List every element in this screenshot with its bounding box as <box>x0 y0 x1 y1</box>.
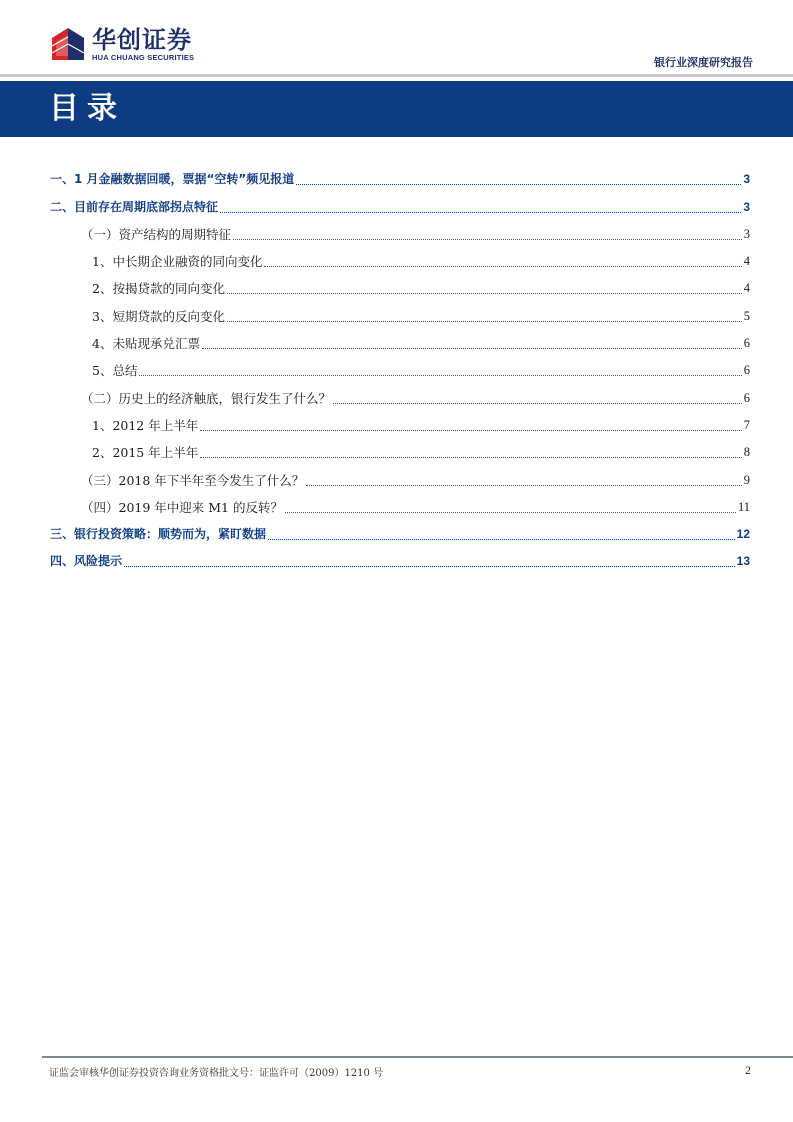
toc-entry-page[interactable]: 5 <box>743 308 750 323</box>
toc-entry[interactable] <box>50 193 750 220</box>
toc-entry[interactable] <box>50 548 750 575</box>
toc-dot-leader <box>200 429 742 431</box>
huachuang-logo-icon <box>50 26 86 62</box>
toc-entry-label[interactable]: 1、中长期企业融资的同向变化 <box>92 254 263 270</box>
toc-entry-page[interactable]: 7 <box>743 417 750 432</box>
toc-entry-label[interactable]: （三）2018 年下半年至今发生了什么？ <box>81 472 305 488</box>
toc-dot-leader <box>200 456 742 458</box>
toc-entry-page[interactable]: 3 <box>743 199 750 214</box>
toc-entry[interactable] <box>50 494 750 521</box>
toc-entry-page[interactable]: 11 <box>737 499 750 514</box>
toc-entry-page[interactable]: 6 <box>743 336 750 351</box>
toc-entry-page[interactable]: 6 <box>743 363 750 378</box>
toc-entry-label[interactable]: （一）资产结构的周期特征 <box>81 226 232 242</box>
toc-entry-page[interactable]: 4 <box>743 254 750 269</box>
toc-dot-leader <box>220 211 741 213</box>
header-divider <box>0 74 793 77</box>
toc-entry-label[interactable]: 3、短期贷款的反向变化 <box>92 308 225 324</box>
toc-entry-page[interactable]: 12 <box>736 527 750 542</box>
toc-dot-leader <box>227 292 742 294</box>
toc-entry[interactable] <box>50 302 750 329</box>
toc-dot-leader <box>233 238 742 240</box>
toc-dot-leader <box>264 265 741 267</box>
toc-entry-page[interactable]: 9 <box>743 472 750 487</box>
title-band <box>0 81 793 137</box>
toc-entry-label[interactable]: 2、2015 年上半年 <box>92 445 199 461</box>
toc-entry[interactable] <box>50 275 750 302</box>
toc-entry-page[interactable]: 8 <box>743 445 750 460</box>
toc-entry[interactable] <box>50 412 750 439</box>
toc-entry-label[interactable]: 4、未贴现承兑汇票 <box>92 336 200 352</box>
toc-entry-label[interactable]: 二、目前存在周期底部拐点特征 <box>50 199 219 214</box>
footer-license-text: 证监会审核华创证券投资咨询业务资格批文号：证监许可（2009）1210 号 <box>49 1068 384 1079</box>
toc-entry[interactable] <box>50 521 750 548</box>
report-type-label: 银行业深度研究报告 <box>654 56 753 69</box>
toc-dot-leader <box>139 374 741 376</box>
footer-divider <box>42 1056 793 1058</box>
toc-entry-label[interactable]: 5、总结 <box>92 363 138 379</box>
toc-dot-leader <box>285 511 736 513</box>
toc-dot-leader <box>227 320 742 322</box>
page-number: 2 <box>745 1063 751 1077</box>
toc-entry-page[interactable]: 3 <box>743 172 750 187</box>
toc-entry[interactable] <box>50 330 750 357</box>
toc-dot-leader <box>333 402 742 404</box>
toc-entry-label[interactable]: 2、按揭贷款的同向变化 <box>92 281 225 297</box>
toc-entry-label[interactable]: 三、银行投资策略：顺势而为，紧盯数据 <box>50 527 267 542</box>
logo-chinese-name: 华创证券 <box>92 25 192 54</box>
toc-entry-page[interactable]: 4 <box>743 281 750 296</box>
toc-dot-leader <box>306 484 741 486</box>
toc-entry[interactable] <box>50 221 750 248</box>
toc-entry[interactable] <box>50 357 750 384</box>
toc-entry[interactable] <box>50 466 750 493</box>
page-title: 目录 <box>49 91 125 126</box>
table-of-contents <box>50 166 750 575</box>
toc-entry-label[interactable]: 一、1 月金融数据回暖，票据“空转”频见报道 <box>50 172 295 187</box>
toc-dot-leader <box>268 538 735 540</box>
toc-entry-label[interactable]: 1、2012 年上半年 <box>92 417 199 433</box>
toc-entry[interactable] <box>50 439 750 466</box>
toc-entry[interactable] <box>50 166 750 193</box>
toc-entry-label[interactable]: （四）2019 年中迎来 M1 的反转？ <box>81 499 283 515</box>
toc-dot-leader <box>124 565 735 567</box>
toc-entry-label[interactable]: 四、风险提示 <box>50 554 123 569</box>
company-logo <box>50 26 194 62</box>
page-header <box>0 0 793 76</box>
toc-dot-leader <box>202 347 742 349</box>
toc-entry[interactable] <box>50 384 750 411</box>
toc-entry-label[interactable]: （二）历史上的经济触底，银行发生了什么？ <box>81 390 332 406</box>
toc-entry[interactable] <box>50 248 750 275</box>
toc-entry-page[interactable]: 6 <box>743 390 750 405</box>
logo-english-name: HUA CHUANG SECURITIES <box>92 52 195 62</box>
toc-dot-leader <box>296 183 741 185</box>
toc-entry-page[interactable]: 3 <box>743 226 750 241</box>
toc-entry-page[interactable]: 13 <box>736 554 750 569</box>
